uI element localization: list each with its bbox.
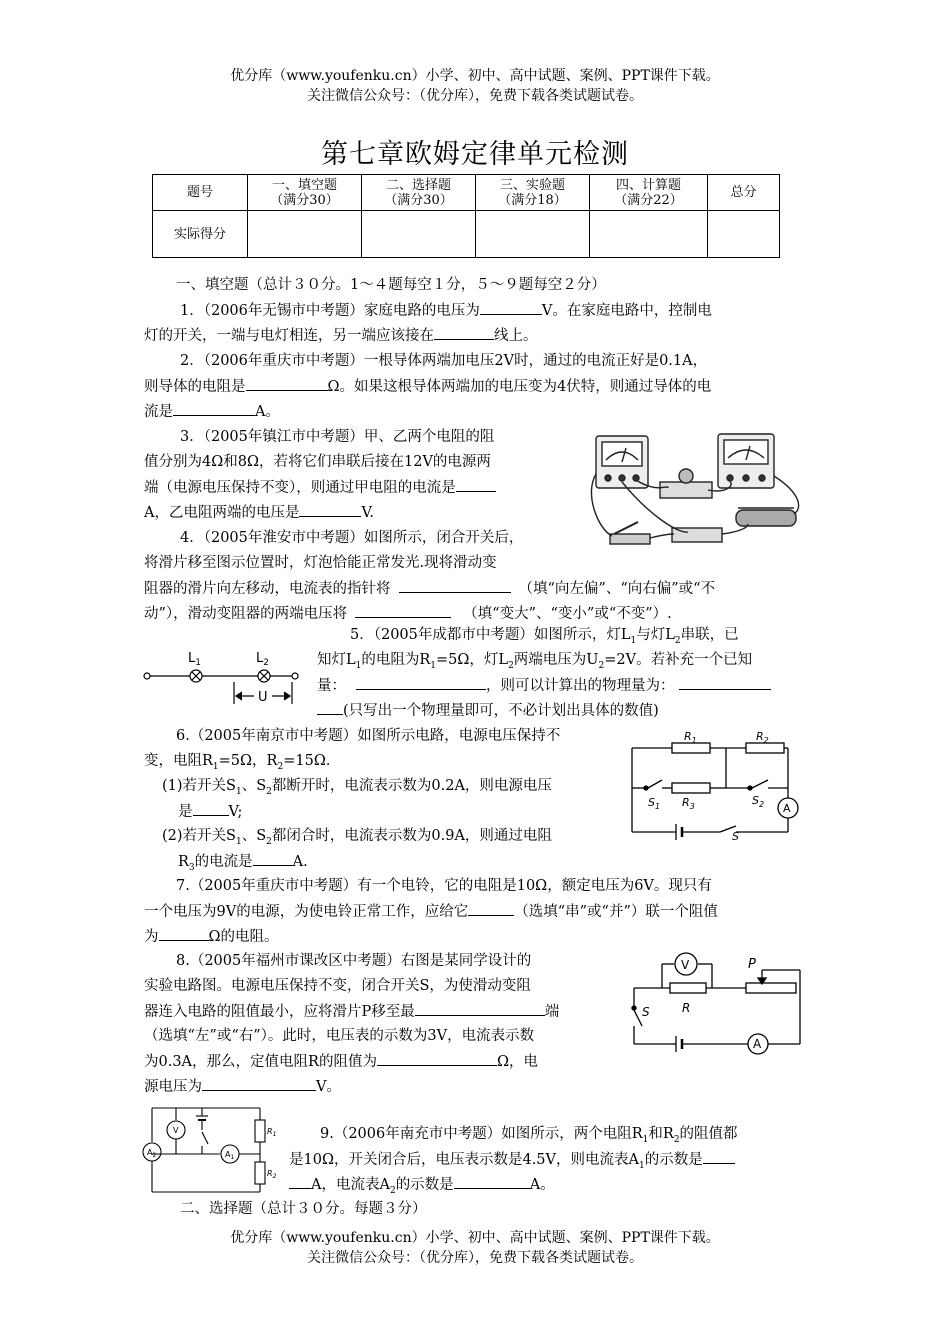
q8-line5: 为0.3A，那么，定值电阻R的阻值为 Ω，电 (144, 1049, 538, 1074)
q5-line1: 5．（2005年成都市中考题）如图所示，灯$L_1$与灯$L_2$串联，已 (350, 627, 739, 646)
score-table-header-label: 题号 (153, 175, 248, 211)
q4-blank-2[interactable] (355, 601, 451, 618)
q2-line2: 则导体的电阻是 Ω。如果这根导体两端加的电压变为4伏特，则通过导体的电 (144, 374, 711, 399)
q9-blank-1b[interactable] (289, 1172, 311, 1189)
score-table-row-label: 实际得分 (153, 211, 248, 258)
q9-blank-1[interactable] (703, 1147, 735, 1164)
q3-line4: A，乙电阻两端的电压是 V. (144, 500, 374, 525)
q5-line2: 知灯$L_1$的电阻为$R_1=5\Omega$，灯$L_2$两端电压为$U_2=2V$。若补充一个已知 (317, 652, 753, 671)
q6-circuit-diagram (628, 728, 804, 840)
q2-blank-1[interactable] (246, 374, 328, 391)
q6-blank-2[interactable] (253, 849, 293, 866)
q3-line1: 3．（2005年镇江市中考题）甲、乙两个电阻的阻 (180, 429, 495, 445)
q8-fig-ammeter: A (753, 1037, 762, 1051)
circuit-apparatus-illustration (588, 424, 810, 566)
q4-blank-1[interactable] (399, 576, 511, 593)
q1-line1: 1．（2006年无锡市中考题）家庭电路的电压为 V。在家庭电路中，控制电 (180, 298, 712, 323)
q6-line2: 变，电阻$R_1=5\Omega$，$R_2=15\Omega$． (144, 753, 341, 772)
q5-blank-1[interactable] (356, 673, 486, 690)
score-table-col-1: 一、填空题 （满分30） (248, 175, 362, 211)
q9-fig-r2: $R_2$ (267, 1169, 277, 1180)
q8-line6: 源电压为 V。 (144, 1074, 341, 1099)
score-cell[interactable] (590, 211, 708, 258)
q6-fig-s: S (732, 830, 739, 840)
q5-line3: 量： ，则可以计算出的物理量为： (317, 673, 771, 698)
q5-blank-2b[interactable] (317, 698, 343, 715)
q8-fig-voltmeter: V (681, 958, 690, 972)
q6-line6: $R_3$的电流是 A. (178, 849, 308, 880)
score-cell[interactable] (708, 211, 780, 258)
q3-line2: 值分别为4Ω和8Ω，若将它们串联后接在12V的电源两 (144, 454, 491, 470)
q6-blank-1[interactable] (193, 799, 229, 816)
section2-heading: 二、选择题（总计３０分。每题３分） (180, 1201, 427, 1217)
q9-line2: 是10Ω，开关闭合后，电压表示数是4.5V，则电流表$A_1$的示数是 (289, 1147, 735, 1178)
q1-blank-2[interactable] (434, 323, 494, 340)
q1-blank-1[interactable] (480, 298, 542, 315)
q2-blank-2[interactable] (173, 399, 255, 416)
footer-line-1: 优分库（www.youfenku.cn）小学、初中、高中试题、案例、PPT课件下载。 (230, 1230, 720, 1246)
q6-line1: 6.（2005年南京市中考题）如图所示电路，电源电压保持不 (176, 728, 561, 744)
q5-blank-2[interactable] (679, 673, 771, 690)
q3-blank-2[interactable] (299, 500, 361, 517)
q4-line1: 4．（2005年淮安市中考题）如图所示，闭合开关后， (180, 530, 524, 546)
q7-blank-2[interactable] (159, 924, 209, 941)
q5-fig-label-l2: $L_2$ (256, 651, 269, 668)
q5-fig-label-u: U (258, 690, 268, 705)
q7-blank-1[interactable] (468, 899, 514, 916)
score-table (152, 174, 780, 258)
q9-fig-ammeter-a2: $A_2$ (147, 1148, 157, 1159)
q7-line1: 7.（2005年重庆市中考题）有一个电铃，它的电阻是10Ω，额定电压为6V。现只有 (176, 878, 712, 894)
q9-line3: A，电流表$A_2$的示数是 A。 (289, 1172, 555, 1203)
q4-line3: 阻器的滑片向左移动，电流表的指针将 （填“向左偏”、“向右偏”或“不 (144, 576, 715, 601)
q3-blank-1[interactable] (456, 475, 496, 492)
q9-circuit-diagram (140, 1104, 280, 1196)
q8-fig-p: P (748, 957, 756, 972)
q1-line2: 灯的开关，一端与电灯相连，另一端应该接在 线上。 (144, 323, 538, 348)
q7-line3: 为 Ω的电阻。 (144, 924, 279, 949)
q5-circuit-diagram (142, 644, 304, 712)
score-cell[interactable] (248, 211, 362, 258)
q7-line2: 一个电压为9V的电源，为使电铃正常工作，应给它 （选填“串”或“并”）联一个阻值 (144, 899, 718, 924)
score-cell[interactable] (476, 211, 590, 258)
q8-fig-s: S (642, 1005, 650, 1019)
q6-line3: (1)若开关$S_1$、$S_2$都断开时，电流表示数为0.2A，则电源电压 (162, 778, 552, 797)
q5-line4: (只写出一个物理量即可，不必计划出具体的数值) (317, 698, 659, 723)
q6-fig-r3: $R_3$ (682, 796, 695, 811)
q6-fig-s2: $S_2$ (752, 794, 765, 809)
score-cell[interactable] (362, 211, 476, 258)
q6-fig-r2: $R_2$ (756, 730, 769, 745)
q9-fig-ammeter-a1: $A_1$ (225, 1150, 235, 1161)
q8-line3: 器连入电路的阻值最小，应将滑片P移至最 端 (144, 999, 559, 1024)
q9-fig-r1: $R_1$ (267, 1127, 277, 1138)
q8-line4: （选填“左”或“右”）。此时，电压表的示数为3V，电流表示数 (144, 1028, 535, 1044)
q6-line4: 是 V; (178, 799, 242, 824)
q8-circuit-diagram (622, 948, 808, 1058)
score-table-col-2: 二、选择题 （满分30） (362, 175, 476, 211)
q6-fig-ammeter: A (783, 802, 791, 815)
q8-line2: 实验电路图。电源电压保持不变，闭合开关S，为使滑动变阻 (144, 978, 531, 994)
q8-line1: 8.（2005年福州市课改区中考题）右图是某同学设计的 (176, 953, 532, 969)
q2-line1: 2．（2006年重庆市中考题）一根导体两端加电压2V时，通过的电流正好是0.1A， (180, 353, 708, 369)
q9-line1: 9.（2006年南充市中考题）如图所示，两个电阻$R_1$和$R_2$的阻值都 (320, 1126, 738, 1145)
q6-fig-s1: $S_1$ (648, 796, 661, 811)
score-table-total: 总分 (708, 175, 780, 211)
q8-fig-r: R (682, 1001, 691, 1015)
q6-line5: (2)若开关$S_1$、$S_2$都闭合时，电流表示数为0.9A，则通过电阻 (162, 828, 552, 847)
q9-fig-voltmeter: V (173, 1126, 179, 1135)
q2-line3: 流是 A。 (144, 399, 280, 424)
q8-blank-2[interactable] (377, 1049, 497, 1066)
q8-blank-1[interactable] (415, 999, 545, 1016)
q4-line4: 动”），滑动变阻器的两端电压将 （填“变大”、“变小”或“不变”）. (144, 601, 672, 626)
header-line-2: 关注微信公众号：（优分库），免费下载各类试题试卷。 (307, 88, 643, 104)
q3-line3: 端（电源电压保持不变），则通过甲电阻的电流是 (144, 475, 496, 500)
q5-fig-label-l1: $L_1$ (188, 651, 201, 668)
score-table-col-4: 四、计算题 （满分22） (590, 175, 708, 211)
header-line-1: 优分库（www.youfenku.cn）小学、初中、高中试题、案例、PPT课件下载。 (230, 68, 720, 84)
section1-heading: 一、填空题（总计３０分。1～４题每空１分，５～９题每空２分） (176, 277, 606, 293)
page-title: 第七章欧姆定律单元检测 (321, 139, 629, 170)
q8-blank-3[interactable] (202, 1074, 316, 1091)
q6-fig-r1: $R_1$ (684, 730, 697, 745)
footer-line-2: 关注微信公众号：（优分库），免费下载各类试题试卷。 (307, 1250, 643, 1266)
score-table-col-3: 三、实验题 （满分18） (476, 175, 590, 211)
q9-blank-2[interactable] (454, 1172, 530, 1189)
q4-line2: 将滑片移至图示位置时，灯泡恰能正常发光.现将滑动变 (144, 555, 497, 571)
